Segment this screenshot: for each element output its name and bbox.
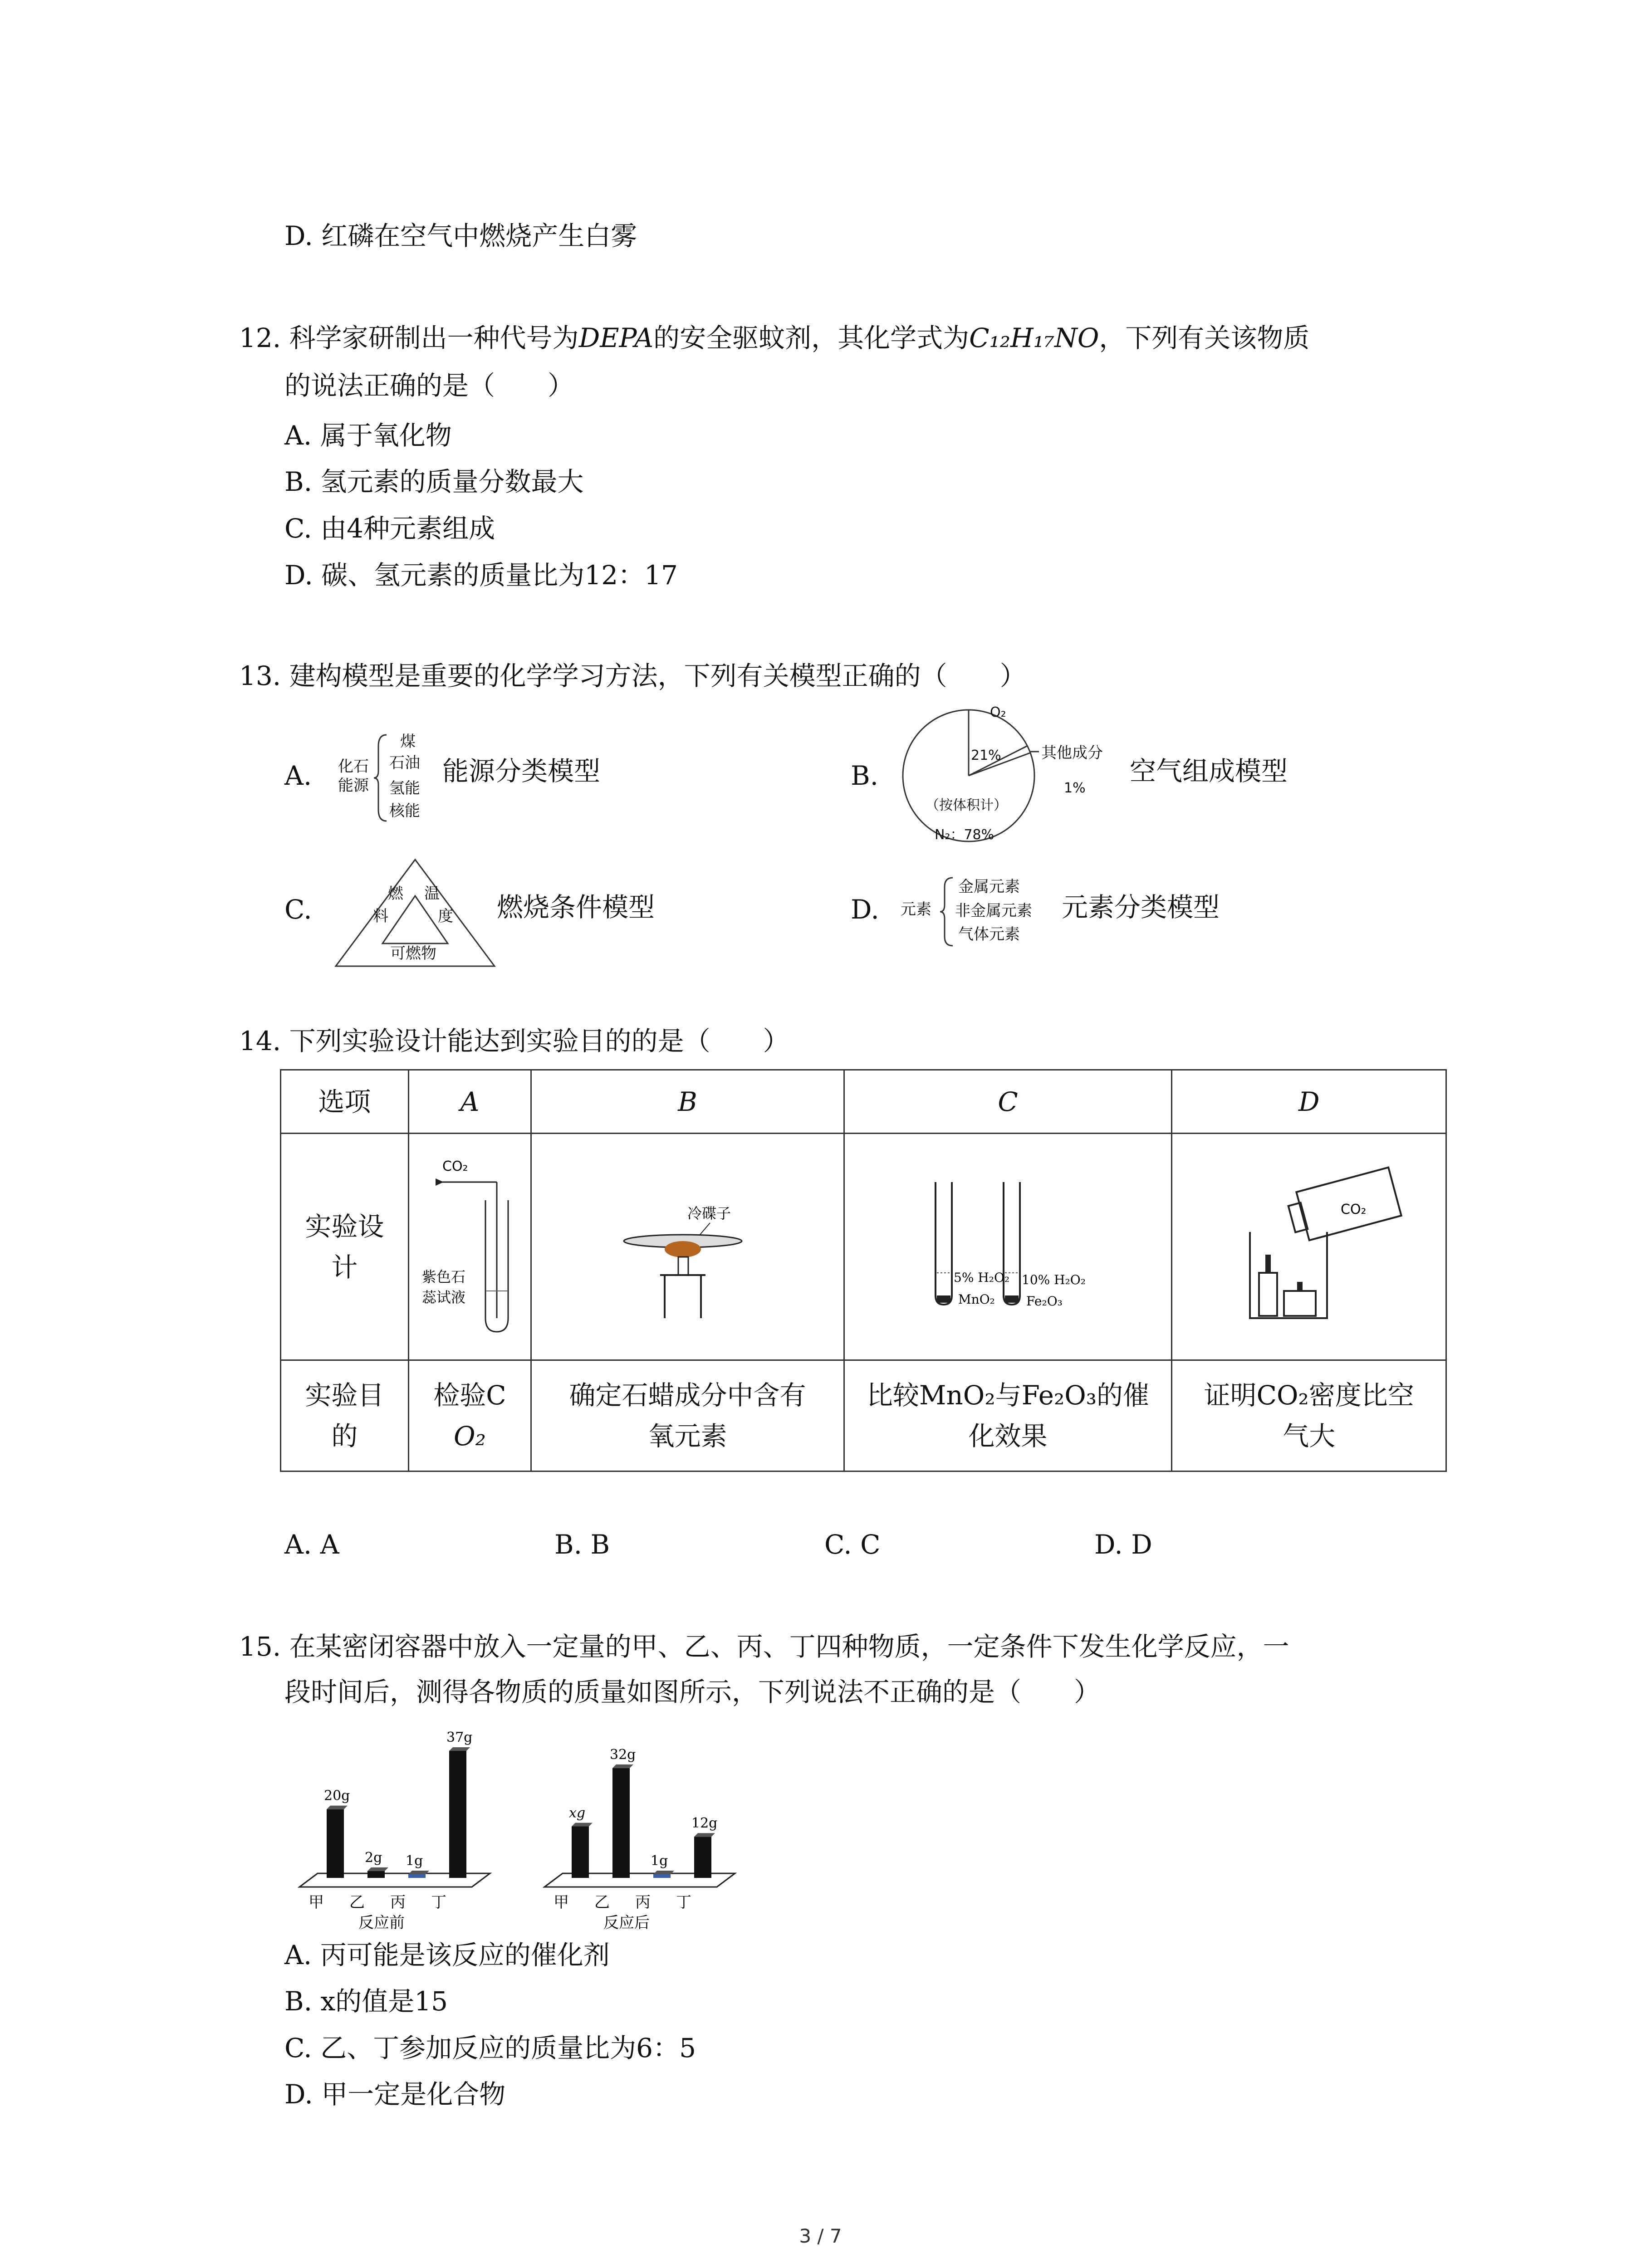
chart-category-label: 甲 bbox=[309, 1893, 324, 1911]
row-label-line: 实验目 bbox=[305, 1380, 384, 1411]
fig-b-label: 冷碟子 bbox=[687, 1205, 731, 1222]
q13-a-root-1: 化石 bbox=[338, 758, 369, 776]
header-cell: D bbox=[1172, 1070, 1446, 1134]
table-row bbox=[281, 1070, 1446, 1134]
row-label bbox=[281, 1134, 409, 1360]
q15-option-d: D. 甲一定是化合物 bbox=[284, 2079, 506, 2110]
chart-category-label: 乙 bbox=[349, 1893, 365, 1911]
q12-option-d: D. 碳、氢元素的质量比为12：17 bbox=[284, 560, 678, 591]
q13-c-t2: 温 bbox=[424, 885, 440, 903]
q13-a-item: 氢能 bbox=[389, 779, 420, 797]
chart-bar bbox=[367, 1871, 385, 1878]
q13-c-caption: 燃烧条件模型 bbox=[497, 892, 655, 923]
q13-d-item: 非金属元素 bbox=[955, 902, 1032, 920]
chart-data-label: 20g bbox=[324, 1788, 350, 1804]
q13-d-item: 气体元素 bbox=[958, 925, 1020, 943]
header-cell: A bbox=[408, 1070, 531, 1134]
q12-option-c: C. 由4种元素组成 bbox=[284, 513, 495, 544]
q13-a-item: 石油 bbox=[389, 754, 420, 772]
q12-option-a: A. 属于氧化物 bbox=[284, 420, 452, 451]
row-label-line: 实验设 bbox=[305, 1211, 384, 1242]
q14-table bbox=[280, 1069, 1447, 1472]
purpose-line: 比较MnO₂与Fe₂O₃的催 bbox=[867, 1380, 1150, 1411]
q13-stem: 13. 建构模型是重要的化学学习方法，下列有关模型正确的（ ） bbox=[239, 660, 1026, 691]
chart-data-label: 37g bbox=[446, 1730, 473, 1745]
q13-b-center: （按体积计） bbox=[926, 797, 1007, 813]
q13-b-other-pct: 1% bbox=[1064, 780, 1086, 796]
fig-c-testtubes bbox=[890, 1146, 1126, 1336]
chart-bar-top bbox=[449, 1747, 470, 1751]
chart-data-label: 32g bbox=[610, 1746, 636, 1763]
table-row bbox=[281, 1360, 1446, 1471]
fig-c-l4: Fe₂O₃ bbox=[1026, 1294, 1063, 1309]
fig-d-beaker bbox=[1209, 1146, 1409, 1336]
fig-d-cell bbox=[1172, 1134, 1446, 1360]
chart-title: 反应后 bbox=[603, 1914, 650, 1932]
q14-answer-b: B. B bbox=[554, 1529, 610, 1560]
q11-option-d: D. 红磷在空气中燃烧产生白雾 bbox=[284, 220, 637, 251]
q15-stem: 15. 在某密闭容器中放入一定量的甲、乙、丙、丁四种物质，一定条件下发生化学反应，一 bbox=[239, 1631, 1289, 1662]
fig-d-co2: CO₂ bbox=[1341, 1202, 1367, 1217]
purpose-d bbox=[1172, 1360, 1446, 1471]
purpose-line: 检验C bbox=[433, 1380, 506, 1411]
q13-b-other: 其他成分 bbox=[1041, 744, 1103, 762]
q14-answer-c: C. C bbox=[824, 1529, 881, 1560]
q13-a-item: 核能 bbox=[389, 802, 420, 820]
chart-title: 反应前 bbox=[358, 1914, 405, 1932]
chart-bar-top bbox=[327, 1806, 348, 1809]
purpose-line: 确定石蜡成分中含有 bbox=[569, 1380, 806, 1411]
q13-d-caption: 元素分类模型 bbox=[1062, 892, 1220, 923]
purpose-line: 氧元素 bbox=[648, 1421, 727, 1452]
fig-a-liquid-1: 紫色石 bbox=[422, 1268, 466, 1286]
header-cell: C bbox=[844, 1070, 1172, 1134]
purpose-line: O₂ bbox=[454, 1421, 486, 1452]
chart-category-label: 丁 bbox=[676, 1893, 691, 1911]
table-row bbox=[281, 1134, 1446, 1360]
q13-d-item: 金属元素 bbox=[958, 878, 1020, 896]
chart-category-label: 甲 bbox=[554, 1893, 569, 1911]
chart-category-label: 丙 bbox=[390, 1893, 406, 1911]
q12-formula: C₁₂H₁₇NO bbox=[969, 323, 1099, 353]
q13-d-brace bbox=[939, 875, 957, 948]
header-cell: B bbox=[531, 1070, 844, 1134]
q12-stem-line2: 的说法正确的是（ ） bbox=[284, 370, 574, 401]
q12-stem bbox=[239, 320, 1309, 356]
chart-data-label: 12g bbox=[691, 1815, 718, 1832]
fig-c-l1: 5% H₂O₂ bbox=[953, 1270, 1009, 1285]
chart-bar bbox=[653, 1874, 671, 1878]
chart-bar-top bbox=[367, 1867, 388, 1871]
q13-a-root-2: 能源 bbox=[338, 777, 369, 795]
q13-c-t1: 燃 bbox=[388, 885, 403, 903]
q12-stem-c: ，下列有关该物质 bbox=[1099, 323, 1310, 353]
row-label bbox=[281, 1360, 409, 1471]
row-label-line: 的 bbox=[331, 1421, 358, 1452]
q13-a-letter: A. bbox=[284, 760, 312, 791]
chart-data-label: 2g bbox=[365, 1849, 382, 1866]
chart-bar-top bbox=[408, 1871, 429, 1874]
q12-stem-b: 的安全驱蚊剂，其化学式为 bbox=[653, 323, 970, 353]
q12-stem-a: 12. 科学家研制出一种代号为 bbox=[239, 323, 579, 353]
purpose-a bbox=[408, 1360, 531, 1471]
row-label-line: 计 bbox=[331, 1251, 358, 1283]
chart-bar-top bbox=[653, 1871, 674, 1874]
header-cell: 选项 bbox=[281, 1070, 409, 1134]
chart-bar bbox=[612, 1768, 630, 1878]
q13-a-caption: 能源分类模型 bbox=[442, 756, 601, 787]
chart-bar bbox=[449, 1751, 466, 1878]
purpose-c bbox=[844, 1360, 1172, 1471]
chart-bar-top bbox=[694, 1833, 715, 1837]
q13-b-letter: B. bbox=[851, 760, 879, 791]
q15-option-c: C. 乙、丁参加反应的质量比为6：5 bbox=[284, 2033, 696, 2063]
q14-answer-d: D. D bbox=[1094, 1529, 1152, 1560]
q13-d-letter: D. bbox=[851, 894, 879, 925]
page-number: 3 / 7 bbox=[799, 2225, 842, 2247]
q15-option-b: B. x的值是15 bbox=[284, 1986, 448, 2017]
q14-answer-a: A. A bbox=[284, 1529, 339, 1560]
q15-option-a: A. 丙可能是该反应的催化剂 bbox=[284, 1940, 610, 1970]
fig-c-l2: MnO₂ bbox=[958, 1292, 995, 1307]
purpose-line: 化效果 bbox=[968, 1421, 1048, 1452]
q13-c-t4: 度 bbox=[438, 907, 453, 925]
chart-data-label: 1g bbox=[406, 1853, 423, 1869]
chart-category-label: 乙 bbox=[594, 1893, 610, 1911]
q13-b-o2: O₂ bbox=[990, 704, 1006, 720]
fig-c-l3: 10% H₂O₂ bbox=[1021, 1272, 1086, 1287]
purpose-line: 证明CO₂密度比空 bbox=[1204, 1380, 1414, 1411]
fig-a-testtube bbox=[417, 1146, 522, 1336]
q13-c-t5: 可燃物 bbox=[390, 944, 436, 963]
chart-data-label: xg bbox=[569, 1805, 586, 1821]
chart-category-label: 丙 bbox=[635, 1893, 651, 1911]
fig-b-cell bbox=[531, 1134, 844, 1360]
q12-code: DEPA bbox=[578, 323, 654, 353]
q13-a-brace bbox=[373, 733, 391, 823]
fig-b-candle bbox=[592, 1146, 783, 1336]
fig-a-cell bbox=[408, 1134, 531, 1360]
chart-bar bbox=[327, 1809, 344, 1878]
fig-c-cell bbox=[844, 1134, 1172, 1360]
fig-a-co2: CO₂ bbox=[442, 1158, 469, 1174]
q15-bar-charts bbox=[281, 1710, 758, 1932]
chart-bar bbox=[408, 1874, 426, 1878]
purpose-line: 气大 bbox=[1283, 1421, 1336, 1452]
q15-stem-line2: 段时间后，测得各物质的质量如图所示，下列说法不正确的是（ ） bbox=[284, 1677, 1101, 1707]
chart-bar bbox=[694, 1837, 711, 1878]
q13-c-letter: C. bbox=[284, 894, 312, 925]
q13-a-item: 煤 bbox=[400, 733, 416, 751]
q12-option-b: B. 氢元素的质量分数最大 bbox=[284, 466, 584, 497]
chart-data-label: 1g bbox=[651, 1853, 668, 1869]
chart-bar bbox=[572, 1826, 589, 1878]
q13-c-t3: 料 bbox=[373, 907, 388, 925]
chart-category-label: 丁 bbox=[431, 1893, 446, 1911]
q13-d-root: 元素 bbox=[901, 900, 931, 919]
q13-b-caption: 空气组成模型 bbox=[1130, 756, 1288, 787]
chart-bar-top bbox=[572, 1823, 593, 1826]
chart-bar-top bbox=[612, 1765, 633, 1768]
q13-b-21pct: 21% bbox=[971, 748, 1001, 763]
fig-a-liquid-2: 蕊试液 bbox=[422, 1289, 466, 1306]
purpose-b bbox=[531, 1360, 844, 1471]
q14-stem: 14. 下列实验设计能达到实验目的的是（ ） bbox=[239, 1026, 789, 1056]
q13-b-n2: N₂：78% bbox=[935, 827, 994, 843]
